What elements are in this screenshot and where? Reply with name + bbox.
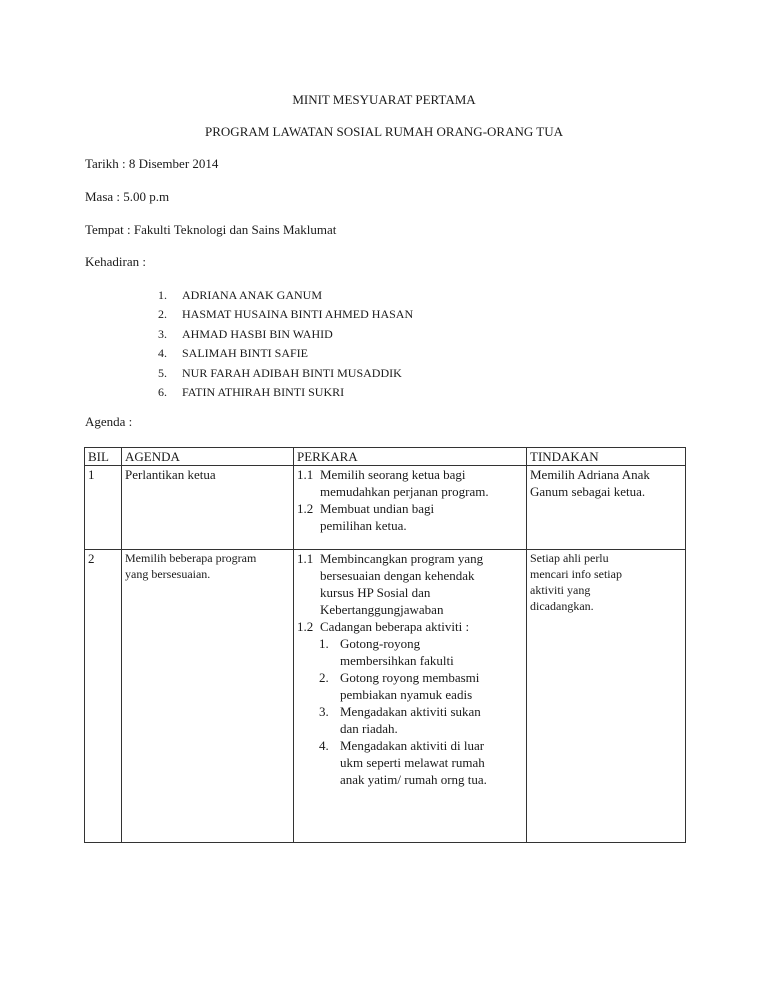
attendee-list bbox=[158, 287, 413, 403]
row-perkara bbox=[294, 466, 527, 550]
activity-item: 3. Mengadakan aktiviti sukan dan riadah. bbox=[319, 704, 481, 736]
perkara-item: 1.1 Membincangkan program yang bersesuaian dengan kehendak kursus HP Sosial dan Kebertanggungjawaban bbox=[297, 551, 484, 617]
perkara-item: 1.2 Membuat undian bagi pemilihan ketua. bbox=[297, 501, 435, 533]
table-row bbox=[85, 466, 686, 550]
table-header-row bbox=[85, 448, 686, 466]
attendee-name: FATIN ATHIRAH BINTI SUKRI bbox=[182, 384, 345, 399]
activity-list bbox=[319, 635, 523, 788]
perkara-item: 1.2 Cadangan beberapa aktiviti : bbox=[297, 619, 470, 634]
document-subtitle: PROGRAM LAWATAN SOSIAL RUMAH ORANG-ORANG TUA bbox=[205, 124, 563, 139]
attendee-item: 5. NUR FARAH ADIBAH BINTI MUSADDIK bbox=[158, 365, 402, 380]
document-title: MINIT MESYUARAT PERTAMA bbox=[292, 92, 476, 107]
activity-item: 4. Mengadakan aktiviti di luar ukm seperti melawat rumah anak yatim/ rumah orng tua. bbox=[319, 738, 487, 787]
header-agenda: AGENDA bbox=[122, 448, 294, 466]
attendee-name: HASMAT HUSAINA BINTI AHMED HASAN bbox=[182, 307, 414, 322]
row-agenda: Perlantikan ketua bbox=[122, 466, 294, 550]
perkara-item: 1.1 Memilih seorang ketua bagi memudahkan perjanan program. bbox=[297, 467, 489, 499]
header-perkara: PERKARA bbox=[294, 448, 527, 466]
row-tindakan: Memilih Adriana Anak Ganum sebagai ketua. bbox=[527, 466, 686, 550]
attendee-item: 6. FATIN ATHIRAH BINTI SUKRI bbox=[158, 384, 345, 399]
attendee-item: 3. AHMAD HASBI BIN WAHID bbox=[158, 326, 333, 341]
activity-item: 2. Gotong royong membasmi pembiakan nyamuk eadis bbox=[319, 670, 480, 702]
row-number: 2 bbox=[85, 550, 122, 843]
row-number: 1 bbox=[85, 466, 122, 550]
header-tindakan: TINDAKAN bbox=[527, 448, 686, 466]
attendee-item: 1. ADRIANA ANAK GANUM bbox=[158, 288, 323, 302]
activity-item: 1. Gotong-royong membersihkan fakulti bbox=[319, 636, 454, 668]
meeting-time: Masa : 5.00 p.m bbox=[85, 189, 170, 204]
agenda-label: Agenda : bbox=[85, 414, 133, 429]
attendance-label: Kehadiran : bbox=[85, 254, 147, 269]
row-perkara bbox=[294, 550, 527, 843]
row-tindakan: Setiap ahli perlu mencari info setiap aktiviti yang dicadangkan. bbox=[527, 550, 686, 843]
table-row bbox=[85, 550, 686, 843]
meeting-date: Tarikh : 8 Disember 2014 bbox=[85, 156, 219, 171]
meeting-venue: Tempat : Fakulti Teknologi dan Sains Maklumat bbox=[85, 222, 337, 237]
attendee-item: 4. SALIMAH BINTI SAFIE bbox=[158, 346, 308, 361]
attendee-name: AHMAD HASBI BIN WAHID bbox=[182, 326, 333, 341]
attendee-name: ADRIANA ANAK GANUM bbox=[182, 288, 323, 302]
header-bil: BIL bbox=[85, 448, 122, 466]
attendee-name: NUR FARAH ADIBAH BINTI MUSADDIK bbox=[182, 365, 402, 380]
row-agenda: Memilih beberapa program yang bersesuaian. bbox=[122, 550, 294, 843]
attendee-item: 2. HASMAT HUSAINA BINTI AHMED HASAN bbox=[158, 307, 414, 322]
agenda-table bbox=[84, 447, 686, 843]
attendee-name: SALIMAH BINTI SAFIE bbox=[182, 346, 308, 361]
